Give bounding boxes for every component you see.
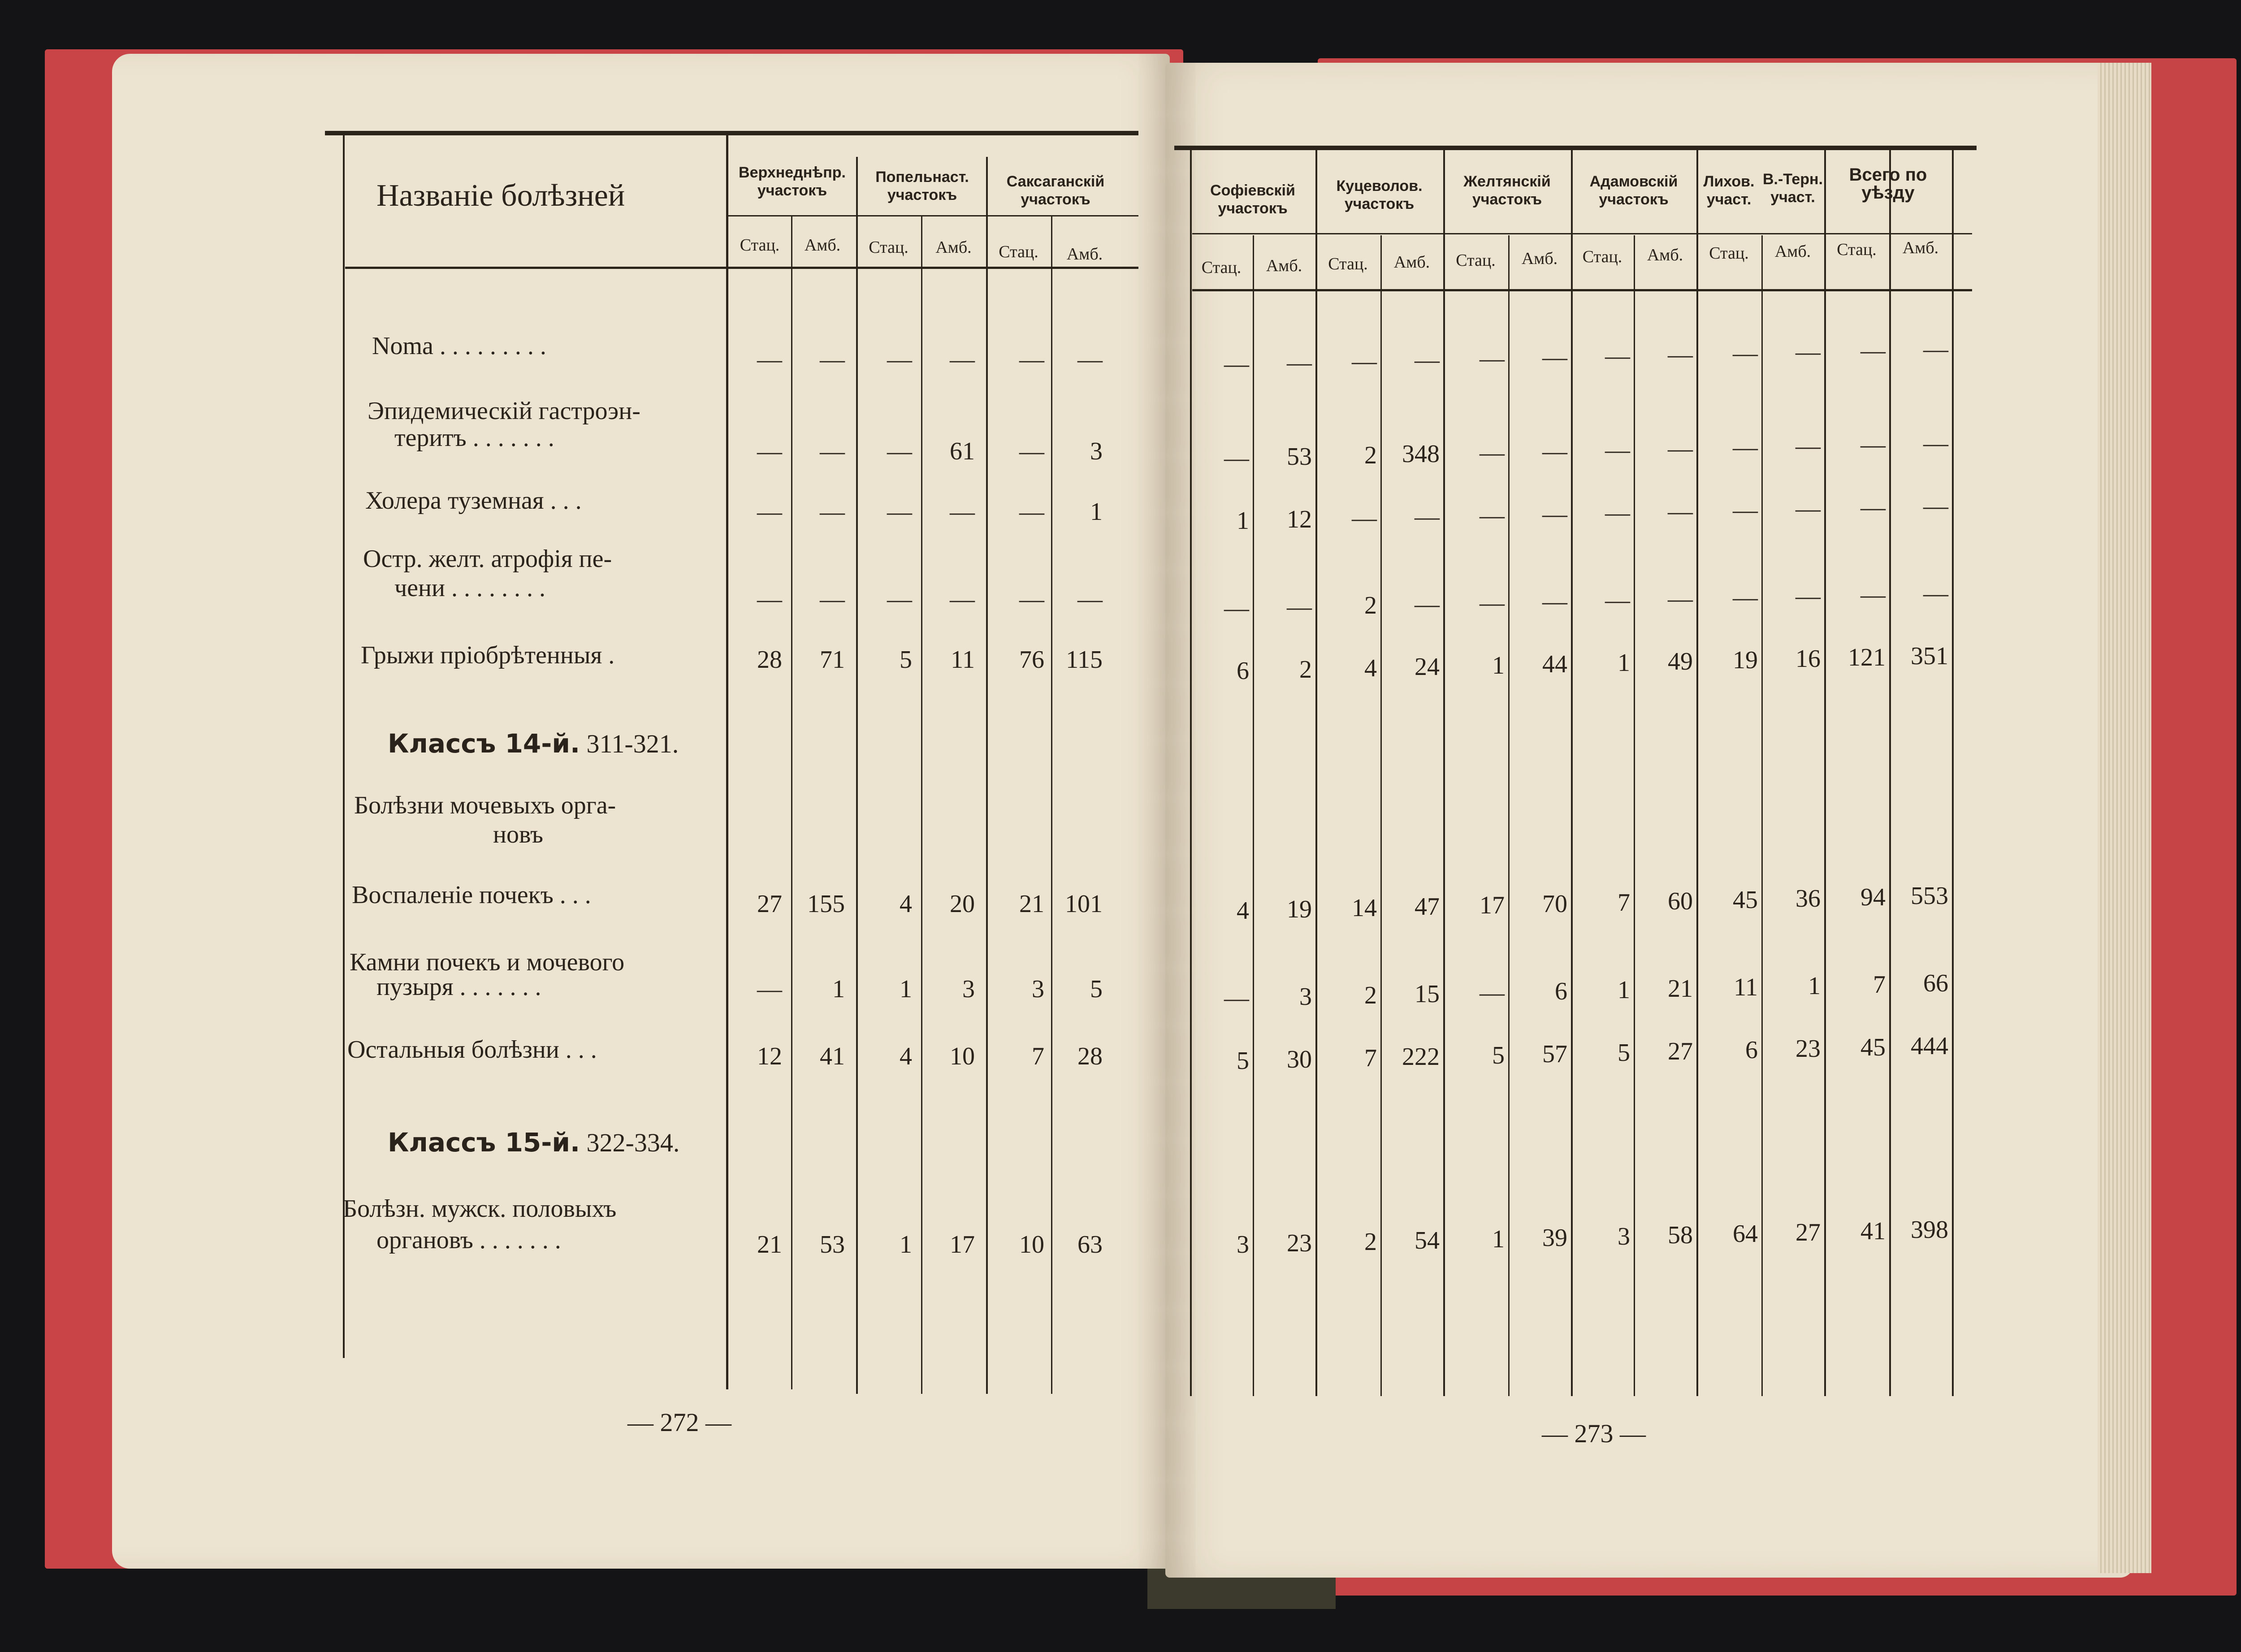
table-cell: 2 — [1364, 441, 1377, 469]
table-cell: 27 — [1668, 1038, 1693, 1065]
table-cell: 3 — [1032, 975, 1044, 1003]
table-cell: — — [1923, 429, 1948, 457]
table-cell: 5 — [900, 646, 912, 674]
table-cell: 12 — [1287, 506, 1312, 533]
table-cell: — — [950, 498, 975, 526]
table-cell: 4 — [900, 1042, 912, 1070]
table-cell: 21 — [1668, 975, 1693, 1003]
table-cell: 3 — [1237, 1231, 1249, 1258]
table-cell: 45 — [1733, 886, 1758, 914]
table-cell: 7 — [1032, 1042, 1044, 1070]
table-cell: — — [887, 437, 912, 465]
table-cell: — — [1923, 579, 1948, 607]
table-cell: 121 — [1848, 644, 1886, 671]
table-cell: 71 — [820, 646, 845, 674]
table-cell: 17 — [1480, 891, 1505, 919]
table-cell: 1 — [1618, 976, 1630, 1004]
table-cell: 3 — [962, 975, 975, 1003]
district-header: Лихов. участ. — [1703, 173, 1755, 208]
table-cell: 58 — [1668, 1221, 1693, 1249]
table-cell: — — [1352, 504, 1377, 532]
col-rule — [1889, 150, 1891, 1396]
table-cell: 11 — [1734, 973, 1758, 1001]
table-cell: 14 — [1352, 894, 1377, 922]
table-cell: — — [757, 437, 782, 465]
page-number: — 272 — — [627, 1408, 731, 1437]
table-cell: 12 — [757, 1042, 782, 1070]
table-cell: 1 — [1618, 649, 1630, 677]
col-rule — [856, 157, 858, 1394]
table-cell: 7 — [1873, 971, 1886, 999]
table-cell: — — [1480, 345, 1505, 372]
table-cell: 398 — [1911, 1216, 1948, 1244]
table-cell: 24 — [1415, 653, 1440, 681]
table-cell: 3 — [1299, 983, 1312, 1011]
district-header: Саксаганскій участокъ — [1006, 173, 1105, 208]
table-cell: 1 — [1492, 652, 1505, 679]
row-label: чени . . . . . . . . — [394, 574, 545, 602]
row-label: Остальныя болѣзни . . . — [347, 1036, 597, 1064]
table-cell: 21 — [757, 1231, 782, 1258]
table-cell: — — [1668, 341, 1693, 368]
table-cell: — — [757, 975, 782, 1003]
table-cell: 222 — [1402, 1043, 1440, 1071]
subheader-amb: Амб. — [1774, 242, 1811, 261]
table-cell: 44 — [1542, 650, 1567, 678]
class-heading: Классъ 15-й. 322-334. — [388, 1127, 680, 1158]
table-cell: — — [1733, 496, 1758, 524]
table-cell: — — [1795, 338, 1821, 366]
subheader-stac: Стац. — [1709, 244, 1749, 263]
table-cell: 155 — [807, 890, 845, 918]
subheader-amb: Амб. — [935, 238, 972, 257]
table-cell: 10 — [950, 1042, 975, 1070]
district-header: Желтянскій участокъ — [1463, 173, 1551, 208]
row-label: теритъ . . . . . . . — [394, 424, 554, 452]
table-cell: — — [1795, 432, 1821, 460]
table-cell: — — [1077, 346, 1103, 373]
subheader-stac: Стац. — [1328, 255, 1368, 273]
table-title: Названіе болѣзней — [376, 178, 625, 213]
table-cell: 1 — [1492, 1225, 1505, 1253]
table-cell: — — [1860, 337, 1886, 364]
table-cell: — — [1668, 585, 1693, 613]
table-cell: 3 — [1618, 1223, 1630, 1250]
table-cell: 2 — [1364, 982, 1377, 1009]
district-header: Попельнаст. участокъ — [875, 169, 969, 203]
table-cell: 1 — [832, 975, 845, 1003]
table-cell: — — [820, 498, 845, 526]
table-cell: — — [1480, 589, 1505, 617]
table-cell: — — [1224, 444, 1249, 472]
table-cell: 23 — [1795, 1035, 1821, 1063]
table-cell: 19 — [1287, 895, 1312, 923]
table-cell: — — [1542, 437, 1567, 465]
table-cell: 2 — [1299, 656, 1312, 683]
row-label: Эпидемическій гастроэн- — [368, 397, 640, 425]
table-cell: — — [887, 498, 912, 526]
table-cell: — — [1480, 502, 1505, 529]
table-cell: — — [757, 498, 782, 526]
table-cell: 115 — [1066, 646, 1103, 674]
table-cell: — — [1605, 436, 1630, 464]
table-cell: — — [1480, 439, 1505, 467]
table-cell: — — [820, 437, 845, 465]
col-rule — [1253, 235, 1254, 1396]
table-top-rule — [325, 131, 1138, 135]
table-cell: 49 — [1668, 648, 1693, 675]
table-cell: 27 — [1795, 1219, 1821, 1246]
col-rule — [1443, 150, 1445, 1396]
table-cell: — — [1795, 495, 1821, 523]
table-cell: — — [1733, 584, 1758, 611]
table-cell: 3 — [1090, 437, 1103, 465]
table-cell: — — [1733, 433, 1758, 461]
table-cell: 6 — [1555, 977, 1567, 1005]
table-cell: 11 — [951, 646, 975, 674]
table-cell: — — [1019, 437, 1044, 465]
row-label: органовъ . . . . . . . — [376, 1226, 561, 1254]
table-cell: 4 — [1364, 654, 1377, 682]
table-cell: 10 — [1019, 1231, 1044, 1258]
table-cell: 63 — [1077, 1231, 1103, 1258]
table-cell: — — [1923, 492, 1948, 520]
table-cell: — — [1224, 984, 1249, 1012]
table-cell: — — [820, 585, 845, 613]
table-cell: — — [1224, 350, 1249, 378]
col-rule — [1190, 150, 1192, 1396]
table-cell: 1 — [1090, 498, 1103, 526]
subheader-stac: Стац. — [740, 236, 780, 255]
subheader-rule — [728, 215, 1138, 216]
table-cell: — — [887, 585, 912, 613]
table-cell: 36 — [1795, 885, 1821, 912]
table-cell: 27 — [757, 890, 782, 918]
table-cell: — — [1415, 346, 1440, 374]
district-header: Софіевскій участокъ — [1210, 182, 1295, 217]
table-cell: 2 — [1364, 592, 1377, 619]
district-header: Верхнеднѣпр. участокъ — [739, 164, 846, 199]
table-cell: — — [1224, 594, 1249, 622]
table-cell: 6 — [1745, 1036, 1758, 1064]
table-cell: 7 — [1618, 889, 1630, 917]
table-cell: 23 — [1287, 1229, 1312, 1257]
subheader-amb: Амб. — [1066, 245, 1103, 264]
table-cell: 5 — [1618, 1039, 1630, 1067]
row-label: Болѣзни мочевыхъ орга- — [354, 791, 616, 819]
table-cell: 30 — [1287, 1046, 1312, 1073]
table-cell: — — [1077, 585, 1103, 613]
table-cell: 70 — [1542, 890, 1567, 918]
table-cell: — — [757, 585, 782, 613]
class-heading: Классъ 14-й. 311-321. — [388, 728, 679, 759]
table-cell: — — [1019, 346, 1044, 373]
row-label: Грыжи пріобрѣтенныя . — [361, 641, 615, 669]
table-cell: 6 — [1237, 657, 1249, 685]
col-rule — [1761, 235, 1763, 1396]
row-label: Холера туземная . . . — [365, 487, 582, 515]
page-edges — [2098, 63, 2151, 1573]
row-label: Остр. желт. атрофія пе- — [363, 545, 612, 573]
district-header: В.-Терн. участ. — [1762, 171, 1823, 206]
table-cell: — — [1542, 588, 1567, 615]
table-cell: 1 — [1237, 507, 1249, 535]
table-cell: — — [1605, 342, 1630, 370]
table-cell: — — [1352, 347, 1377, 375]
col-rule — [1952, 150, 1954, 1396]
table-cell: — — [1795, 582, 1821, 610]
table-cell: — — [950, 346, 975, 373]
row-label: Noma . . . . . . . . . — [372, 332, 546, 360]
table-header-rule — [345, 267, 1138, 269]
table-cell: 444 — [1911, 1032, 1948, 1060]
table-cell: — — [1923, 335, 1948, 363]
table-cell: 41 — [1860, 1217, 1886, 1245]
table-cell: 57 — [1542, 1040, 1567, 1068]
table-cell: 553 — [1911, 882, 1948, 910]
table-cell: 16 — [1795, 645, 1821, 673]
district-header: Куцеволов. участокъ — [1336, 177, 1423, 212]
subheader-stac: Стац. — [1837, 240, 1877, 259]
table-cell: — — [1668, 497, 1693, 525]
table-cell: 60 — [1668, 887, 1693, 915]
subheader-stac: Стац. — [1201, 258, 1242, 277]
subheader-stac: Стац. — [1582, 247, 1622, 266]
table-header-rule — [1192, 289, 1972, 291]
table-cell: — — [1860, 493, 1886, 521]
page-number: — 273 — — [1542, 1419, 1646, 1448]
table-cell: 351 — [1911, 642, 1948, 670]
table-cell: 45 — [1860, 1034, 1886, 1061]
table-cell: — — [1860, 431, 1886, 458]
table-cell: 17 — [950, 1231, 975, 1258]
subheader-amb: Амб. — [1902, 238, 1939, 257]
table-cell: 1 — [900, 1231, 912, 1258]
table-cell: 15 — [1415, 980, 1440, 1008]
table-cell: — — [757, 346, 782, 373]
table-cell: — — [1605, 499, 1630, 527]
row-label: пузыря . . . . . . . — [376, 973, 541, 1001]
table-cell: 101 — [1065, 890, 1103, 918]
subheader-rule — [1192, 233, 1972, 234]
table-cell: 20 — [950, 890, 975, 918]
table-cell: — — [1605, 586, 1630, 614]
table-cell: — — [1542, 500, 1567, 528]
table-left-rule — [343, 134, 345, 1358]
table-cell: 1 — [1808, 972, 1821, 1000]
col-rule — [921, 215, 922, 1394]
row-label: Камни почекъ и мочевого — [350, 948, 625, 976]
subheader-amb: Амб. — [1393, 253, 1430, 272]
table-cell: — — [950, 585, 975, 613]
table-cell: 348 — [1402, 440, 1440, 468]
table-cell: 5 — [1090, 975, 1103, 1003]
table-cell: — — [1668, 435, 1693, 463]
table-cell: — — [1287, 593, 1312, 621]
table-cell: 4 — [900, 890, 912, 918]
subheader-amb: Амб. — [804, 236, 841, 255]
table-cell: 39 — [1542, 1224, 1567, 1252]
table-cell: — — [820, 346, 845, 373]
table-cell: 94 — [1860, 883, 1886, 911]
table-cell: 61 — [950, 437, 975, 465]
table-cell: 4 — [1237, 897, 1249, 925]
row-label: Воспаленіе почекъ . . . — [352, 881, 591, 909]
row-label: новъ — [493, 821, 543, 848]
table-cell: — — [1415, 503, 1440, 531]
table-cell: 7 — [1364, 1044, 1377, 1072]
table-cell: 2 — [1364, 1228, 1377, 1256]
table-cell: 41 — [820, 1042, 845, 1070]
table-cell: — — [1019, 585, 1044, 613]
table-cell: 76 — [1019, 646, 1044, 674]
subheader-stac: Стац. — [869, 238, 909, 257]
table-cell: 19 — [1733, 646, 1758, 674]
table-cell: 28 — [1077, 1042, 1103, 1070]
table-cell: 28 — [757, 646, 782, 674]
table-cell: — — [1542, 343, 1567, 371]
subheader-amb: Амб. — [1647, 246, 1683, 264]
col-rule — [986, 157, 988, 1394]
col-rule — [1315, 150, 1317, 1396]
table-cell: 1 — [900, 975, 912, 1003]
subheader-stac: Стац. — [999, 242, 1038, 261]
table-cell: 53 — [820, 1231, 845, 1258]
table-cell: — — [1019, 498, 1044, 526]
col-rule — [791, 215, 792, 1389]
table-cell: 5 — [1492, 1042, 1505, 1069]
subheader-amb: Амб. — [1521, 249, 1558, 268]
col-rule — [1051, 215, 1052, 1394]
table-cell: 64 — [1733, 1220, 1758, 1248]
district-header: Всего по уѣзду — [1849, 165, 1927, 203]
left-page — [112, 54, 1170, 1569]
table-cell: — — [887, 346, 912, 373]
col-rule — [1508, 235, 1510, 1396]
row-label: Болѣзн. мужск. половыхъ — [343, 1195, 617, 1223]
table-cell: — — [1415, 590, 1440, 618]
col-rule — [1824, 150, 1826, 1396]
table-top-rule — [1174, 146, 1977, 150]
table-cell: 66 — [1923, 969, 1948, 997]
table-cell: — — [1733, 339, 1758, 367]
table-cell: — — [1480, 979, 1505, 1007]
table-cell: — — [1287, 349, 1312, 376]
table-cell: — — [1860, 581, 1886, 609]
col-rule — [1380, 235, 1382, 1396]
subheader-stac: Стац. — [1456, 251, 1496, 270]
table-cell: 54 — [1415, 1227, 1440, 1254]
table-cell: 53 — [1287, 443, 1312, 471]
col-rule — [1634, 235, 1635, 1396]
subheader-amb: Амб. — [1266, 256, 1302, 275]
table-cell: 47 — [1415, 893, 1440, 921]
table-cell: 21 — [1019, 890, 1044, 918]
district-header: Адамовскій участокъ — [1589, 173, 1678, 208]
col-rule — [1571, 150, 1573, 1396]
col-rule — [1696, 150, 1698, 1396]
table-cell: 5 — [1237, 1047, 1249, 1075]
col-rule — [726, 134, 728, 1389]
